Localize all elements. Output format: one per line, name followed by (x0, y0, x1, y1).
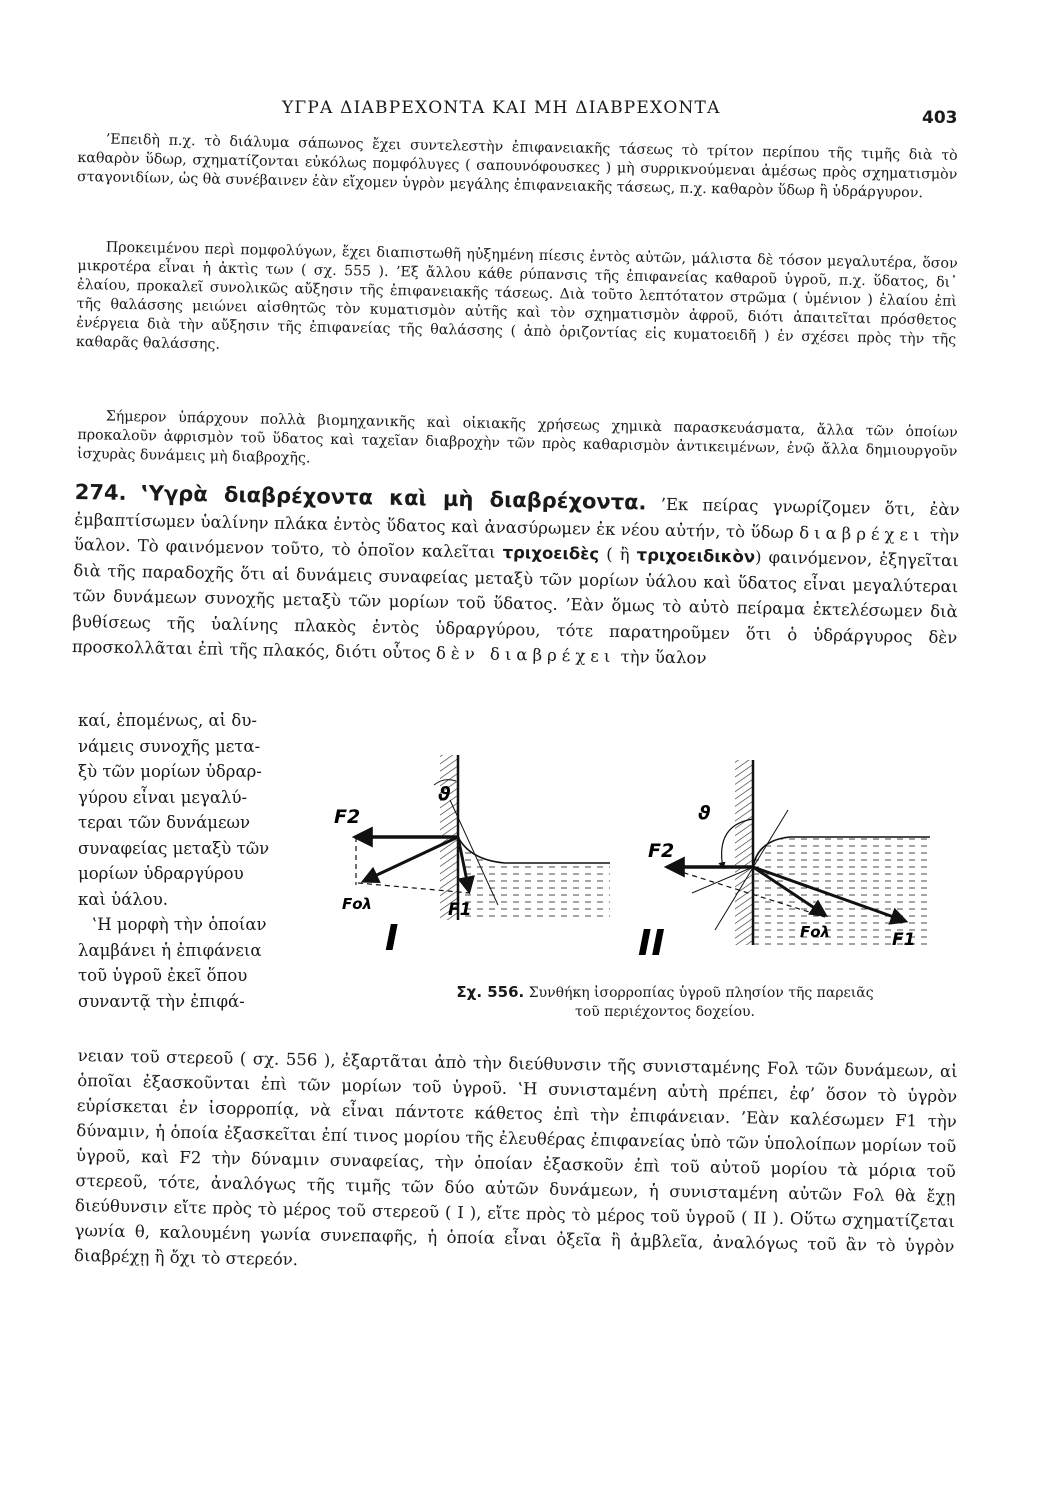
left-line: τεραι τῶν δυνάμεων (78, 813, 250, 832)
paragraph-3: Σήμερον ὑπάρχουν πολλὰ βιομηχανικῆς καὶ οἰκιακῆς χρήσεως χημικὰ παρασκευάσματα, ἄλλα τῶν ὁποίων προκαλοῦν ἀφρισμὸν τοῦ ὕδατος καὶ ταχεῖαν διαβροχὴν τῶν πρὸς καθαρισμὸν ἀντικειμένων, ἐνῷ ἄλλα δημιουργοῦν ἰσχυρὰς δυνάμεις μὴ διαβροχῆς. (76, 408, 958, 467)
label-Fol-I: Fολ (342, 895, 373, 913)
section-text-e: τὴν ὕαλον (615, 646, 707, 668)
section-bold-b: τριχοειδικὸν (636, 545, 756, 567)
section-text-d: ) φαινόμενον, ἐξηγεῖται διὰ τῆς παραδοχῆς ὅτι αἱ δυνάμεις συναφείας μεταξὺ τῶν μορίων ὑάλου καὶ ὕδατος εἶναι μεγαλύτεραι τῶν δυνάμεων συνοχῆς μεταξὺ τῶν μορίων τοῦ ὕδατος. ’Εὰν ὅμως τὸ αὐτὸ πείραμα ἐκτελέσωμεν διὰ βυθίσεως τῆς ὑαλίνης πλακὸς ἐντὸς ὑδραργύρου, τότε παρατηροῦμεν ὅτι ὁ ὑδράργυρος δὲν προσκολλᾶται ἐπὶ τῆς πλακός, διότι οὗτος (71, 547, 959, 663)
paragraph-1: ’Επειδὴ π.χ. τὸ διάλυμα σάπωνος ἔχει συντελεστὴν ἐπιφανειακῆς τάσεως τὸ τρίτον περίπου τῆς τιμῆς διὰ τὸ καθαρὸν ὕδωρ, σχηματίζονται εὐκόλως πομφόλυγες ( σαπουνόφουσκες ) μὴ συρρικνούμεναι ἀμέσως πρὸς σχηματισμὸν σταγονιδίων, ὡς θὰ συνέβαινεν ἐὰν εἴχομεν ὑγρὸν μεγάλης ἐπιφανειακῆς τάσεως, π.χ. καθαρὸν ὕδωρ ἢ ὑδράργυρον. (76, 131, 958, 202)
left-line: ξὺ τῶν μορίων ὑδραρ- (78, 762, 262, 781)
left-line: ‛Η μορφὴ τὴν ὁποίαν (92, 915, 267, 934)
section-text-c: ( ἢ (599, 544, 637, 565)
caption-label: Σχ. 556. (456, 983, 525, 1001)
paragraph-2: Προκειμένου περὶ πομφολύγων, ἔχει διαπιστωθῆ ηὐξημένη πίεσις ἐντὸς αὐτῶν, μάλιστα δὲ τόσον μεγαλυτέρα, ὅσον μικροτέρα εἶναι ἡ ἀκτὶς των ( σχ. 555 ). ’Εξ ἄλλου κάθε ρύπανσις τῆς ἐπιφανείας καθαροῦ ὑγροῦ, π.χ. ὕδατος, δι᾽ ἐλαίου, προκαλεῖ συνολικῶς αὔξησιν τῆς ἐπιφανειακῆς τάσεως. Διὰ τοῦτο λεπτότατον στρῶμα ( ὑμένιον ) ἐλαίου ἐπὶ τῆς θαλάσσης μειώνει αἰσθητῶς τὸν κυματισμὸν αὐτῆς καὶ τὸν σχηματισμὸν ἀφροῦ, διότι ἀπαιτεῖται πρόσθετος ἐνέργεια διὰ τὴν αὔξησιν τῆς ἐπιφανείας τῆς θαλάσσης ( ἀπὸ ὁριζοντίας εἰς κυματοειδῆ ) ἐν σχέσει πρὸς τὴν τῆς καθαρᾶς θαλάσσης. (75, 239, 958, 353)
section-text-a: ’Εκ πείρας γνωρίζομεν ὅτι, ἐὰν ἐμβαπτίσωμεν ὑαλίνην πλάκα ἐντὸς ὕδατος καὶ ἀνασύρωμεν ἐκ νέου αὐτήν, τὸ ὕδωρ (74, 494, 960, 542)
bottom-paragraph: νειαν τοῦ στερεοῦ ( σχ. 556 ), ἐξαρτᾶται ἀπὸ τὴν διεύθυνσιν τῆς συνισταμένης Fολ τῶν δυνάμεων, αἱ ὁποῖαι ἐξασκοῦνται ἐπὶ τῶν μορίων τοῦ ὑγροῦ. ‛Η συνισταμένη αὐτὴ πρέπει, ἐφ’ ὅσον τὸ ὑγρὸν εὑρίσκεται ἐν ἰσορροπίᾳ, νὰ εἶναι πάντοτε κάθετος ἐπὶ τὴν ἐπιφάνειαν. ’Εὰν καλέσωμεν F1 τὴν δύναμιν, ἡ ὁποία ἐξασκεῖται ἐπί τινος μορίου τῆς ἐλευθέρας ἐπιφανείας ὑπὸ τῶν ὑπολοίπων μορίων τοῦ ὑγροῦ, καὶ F2 τὴν δύναμιν συναφείας, τὴν ὁποίαν ἐξασκοῦν ἐπὶ τοῦ αὐτοῦ μορίου τὰ μόρια τοῦ στερεοῦ, τότε, ἀναλόγως τῆς τιμῆς τῶν δύο αὐτῶν δυνάμεων, ἡ συνισταμένη αὐτῶν Fολ θὰ ἔχῃ διεύθυνσιν εἴτε πρὸς τὸ μέρος τοῦ στερεοῦ ( I ), εἴτε πρὸς τὸ μέρος τοῦ ὑγροῦ ( II ). Οὕτω σχηματίζεται γωνία θ, καλουμένη γωνία συνεπαφῆς, ἡ ὁποία εἶναι ὀξεῖα ἢ ἀμβλεῖα, ἀναλόγως τοῦ ἂν τὸ ὑγρὸν διαβρέχῃ ἢ ὄχι τὸ στερεόν. (73, 1045, 958, 1270)
left-line: μορίων ὑδραργύρου (78, 864, 244, 883)
diagram-I (334, 755, 610, 959)
section-bold-a: τριχοειδὲς (502, 542, 600, 564)
caption-text-1: Συνθήκη ἰσορροπίας ὑγροῦ πλησίον τῆς παρειᾶς (528, 985, 874, 1001)
label-F2-I: F2 (334, 806, 361, 828)
label-F1-I: F1 (448, 900, 472, 920)
section-spaced-b: δὲν διαβρέχει (435, 643, 616, 666)
figure-556 (320, 745, 960, 980)
label-I: I (385, 918, 399, 959)
wall-II (735, 760, 753, 945)
left-line: καὶ ὑάλου. (78, 889, 169, 909)
section-text-b: τὴν ὕαλον. Τὸ φαινόμενον τοῦτο, τὸ ὁποῖον καλεῖται (73, 525, 960, 562)
label-Fol-II: Fολ (800, 923, 831, 941)
left-line: συναντᾷ τὴν ἐπιφά- (78, 991, 245, 1011)
section-274 (72, 480, 960, 676)
left-line: λαμβάνει ἡ ἐπιφάνεια (78, 940, 262, 960)
left-column (78, 708, 318, 1014)
label-F2-II: F2 (648, 840, 675, 862)
section-spaced-a: διαβρέχει (799, 522, 925, 545)
page-number: 403 (922, 108, 958, 128)
caption-text-2: τοῦ περιέχοντος δοχείου. (575, 1004, 755, 1020)
section-title: ‛Υγρὰ διαβρέχοντα καὶ μὴ διαβρέχοντα. (140, 481, 647, 515)
diagram-II (638, 760, 930, 964)
section-number: 274. (74, 480, 127, 505)
running-header: ΥΓΡΑ ΔΙΑΒΡΕΧΟΝΤΑ ΚΑΙ ΜΗ ΔΙΑΒΡΕΧΟΝΤΑ (282, 98, 721, 118)
label-II: II (638, 923, 665, 964)
left-line: συναφείας μεταξὺ τῶν (78, 838, 270, 858)
theta-I: ϑ (438, 783, 451, 805)
label-F1-II: F1 (892, 930, 916, 950)
left-line: τοῦ ὑγροῦ ἐκεῖ ὅπου (78, 966, 248, 985)
left-line: νάμεις συνοχῆς μετα- (78, 736, 261, 756)
liquid-I (458, 837, 610, 920)
theta-II: ϑ (698, 802, 711, 824)
figure-caption (385, 983, 945, 1022)
liquid-II (753, 837, 930, 945)
left-line: καί, ἐπομένως, αἱ δυ- (78, 711, 257, 730)
left-line: γύρου εἶναι μεγαλύ- (78, 787, 248, 807)
